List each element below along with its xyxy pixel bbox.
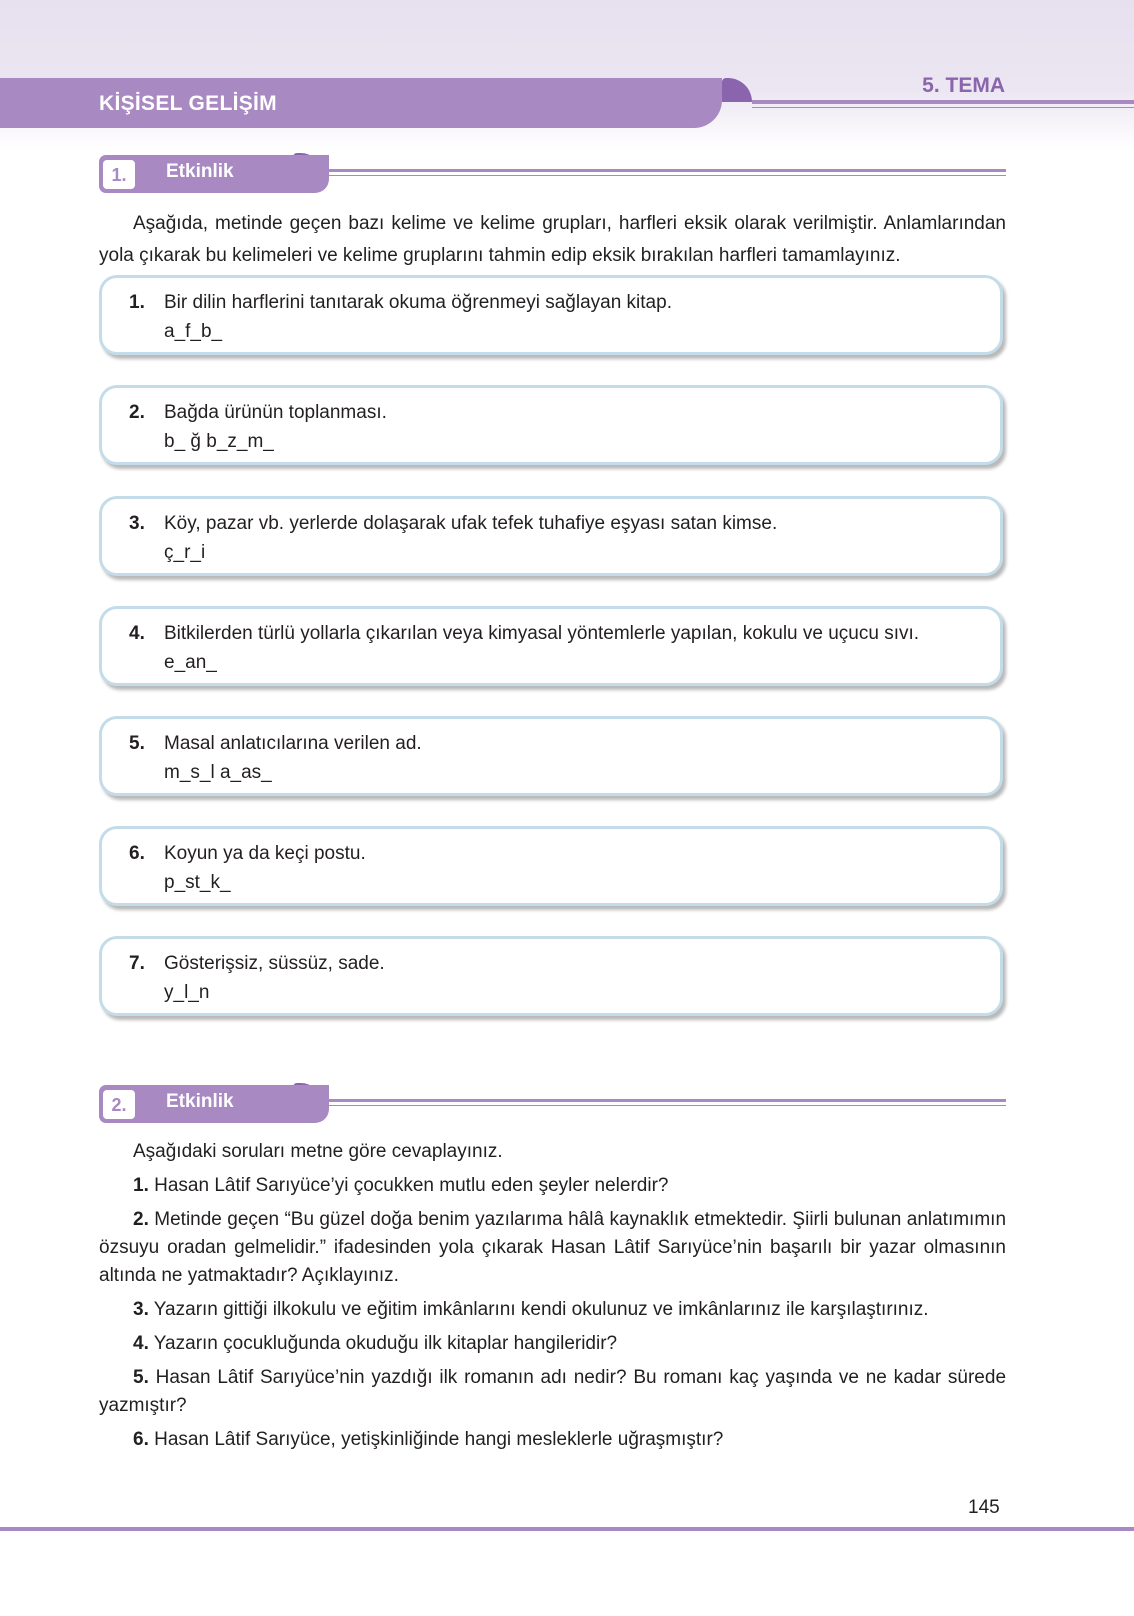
question-item: [99, 1426, 1006, 1454]
question-item: [99, 1206, 1006, 1290]
theme-underline-thin: [752, 107, 1134, 108]
question-text: Metinde geçen “Bu güzel doğa benim yazılarıma hâlâ kaynaklık etmektedir. Şiirli bulunan anlatımımın özsuyu oradan gelmelidir.” ifadesinden yola çıkarak Hasan Lâtif Sarıyüce’nin başarılı bir yazar olmasının altında ne yatmaktadır? Açıklayınız.: [99, 1209, 1007, 1286]
section-title-bar: [0, 78, 722, 128]
activity-2-header: [99, 1085, 1006, 1123]
card-definition: Bir dilin harflerini tanıtarak okuma öğrenmeyi sağlayan kitap.: [164, 292, 672, 313]
card-missing-letters: e_an_: [164, 652, 217, 673]
activity-number: 1.: [103, 160, 135, 189]
activity-2-instruction: Aşağıdaki soruları metne göre cevaplayınız.: [133, 1141, 503, 1162]
word-card: [99, 606, 1003, 686]
question-number: 3.: [133, 1299, 149, 1320]
theme-label: 5. TEMA: [922, 74, 1005, 97]
theme-underline: [752, 100, 1134, 104]
question-text: Yazarın gittiği ilkokulu ve eğitim imkânlarını kendi okulunuz ve imkânlarınız ile karşılaştırınız.: [153, 1299, 929, 1320]
activity-1-instruction: Aşağıda, metinde geçen bazı kelime ve kelime grupları, harfleri eksik olarak verilmiştir. Anlamlarından yola çıkarak bu kelimeleri ve kelime gruplarını tahmin edip eksik bırakılan harfleri tamamlayınız.: [99, 213, 1006, 266]
card-number: 3.: [129, 513, 145, 534]
card-definition: Bitkilerden türlü yollarla çıkarılan veya kimyasal yöntemlerle yapılan, kokulu ve uçucu sıvı.: [164, 623, 920, 644]
word-card: [99, 936, 1003, 1016]
activity-1-header: [99, 155, 1006, 193]
card-definition: Gösterişsiz, süssüz, sade.: [164, 953, 385, 974]
card-missing-letters: y_l_n: [164, 982, 210, 1003]
activity-rule-thin: [321, 175, 1006, 176]
activity-label: Etkinlik: [139, 1085, 329, 1123]
activity-rule-thin: [321, 1105, 1006, 1106]
activity-label: Etkinlik: [139, 155, 329, 193]
question-text: Yazarın çocukluğunda okuduğu ilk kitaplar hangileridir?: [153, 1333, 618, 1354]
activity-number-box: [99, 1085, 139, 1123]
card-missing-letters: b_ ğ b_z_m_: [164, 431, 274, 452]
question-item: [99, 1296, 1006, 1324]
question-text: Hasan Lâtif Sarıyüce’yi çocukken mutlu eden şeyler nelerdir?: [154, 1175, 669, 1196]
question-item: [99, 1172, 1006, 1200]
word-card: [99, 826, 1003, 906]
card-number: 5.: [129, 733, 145, 754]
section-title: KİŞİSEL GELİŞİM: [99, 92, 277, 115]
question-item: [99, 1330, 1006, 1358]
question-item: [99, 1364, 1006, 1420]
word-card: [99, 385, 1003, 465]
question-number: 2.: [133, 1209, 149, 1230]
word-card: [99, 275, 1003, 355]
activity-rule: [321, 169, 1006, 172]
card-missing-letters: m_s_l a_as_: [164, 762, 272, 783]
card-definition: Bağda ürünün toplanması.: [164, 402, 387, 423]
card-number: 1.: [129, 292, 145, 313]
card-number: 6.: [129, 843, 145, 864]
activity-rule: [321, 1099, 1006, 1102]
question-text: Hasan Lâtif Sarıyüce, yetişkinliğinde hangi mesleklerle uğraşmıştır?: [154, 1429, 724, 1450]
activity-number: 2.: [103, 1090, 135, 1119]
question-number: 1.: [133, 1175, 149, 1196]
card-definition: Masal anlatıcılarına verilen ad.: [164, 733, 422, 754]
question-number: 4.: [133, 1333, 149, 1354]
activity-number-box: [99, 155, 139, 193]
question-number: 6.: [133, 1429, 149, 1450]
footer-rule: [0, 1527, 1134, 1531]
question-number: 5.: [133, 1367, 149, 1388]
card-missing-letters: a_f_b_: [164, 321, 223, 342]
word-card: [99, 496, 1003, 576]
card-missing-letters: p_st_k_: [164, 872, 231, 893]
card-definition: Köy, pazar vb. yerlerde dolaşarak ufak tefek tuhafiye eşyası satan kimse.: [164, 513, 778, 534]
card-missing-letters: ç_r_i: [164, 542, 206, 563]
page-number: 145: [968, 1497, 1000, 1518]
card-definition: Koyun ya da keçi postu.: [164, 843, 366, 864]
card-number: 2.: [129, 402, 145, 423]
question-text: Hasan Lâtif Sarıyüce’nin yazdığı ilk romanın adı nedir? Bu romanı kaç yaşında ve ne kadar sürede yazmıştır?: [99, 1367, 1007, 1416]
activity-2-questions: [99, 1138, 1006, 1454]
card-number: 4.: [129, 623, 145, 644]
card-number: 7.: [129, 953, 145, 974]
word-card: [99, 716, 1003, 796]
